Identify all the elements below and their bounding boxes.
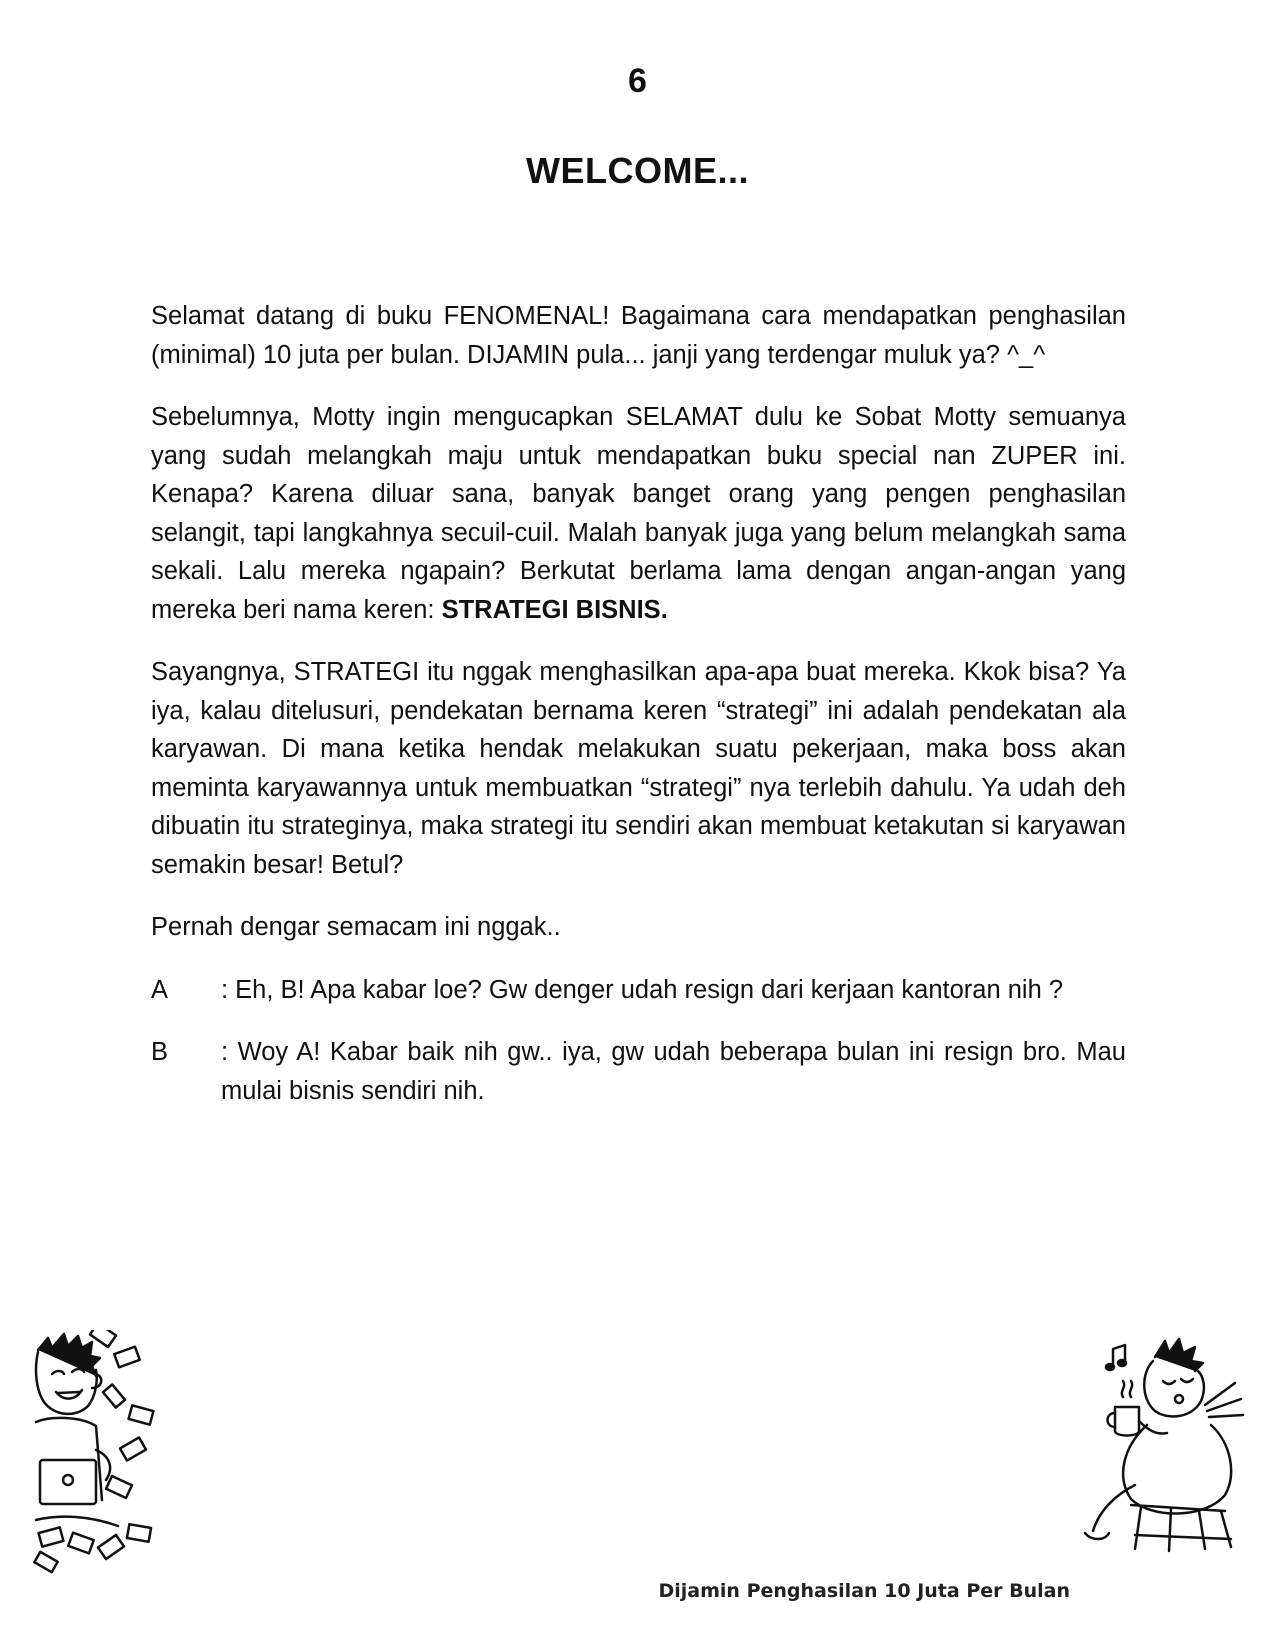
cartoon-relaxed-man-coffee-illustration (1075, 1335, 1245, 1560)
paragraph-strategy (151, 398, 1126, 629)
speaker-b: B (151, 1038, 169, 1066)
paragraph-question: Pernah dengar semacam ini nggak.. (151, 913, 561, 941)
dialogue-text-a: : Eh, B! Apa kabar loe? Gw denger udah resign dari kerjaan kantoran nih ? (221, 975, 1064, 1004)
paragraph-intro: Selamat datang di buku FENOMENAL! Bagaimana cara mendapatkan penghasilan (minimal) 10 juta per bulan. DIJAMIN pula... janji yang terdengar muluk ya? ^_^ (151, 302, 1126, 369)
book-title-footer: Dijamin Penghasilan 10 Juta Per Bulan (658, 1580, 1070, 1602)
body-text (151, 297, 1126, 1134)
page-number: 6 (628, 62, 647, 100)
chapter-title: WELCOME... (526, 150, 749, 191)
paragraph-karyawan: Sayangnya, STRATEGI itu nggak menghasilkan apa-apa buat mereka. Kkok bisa? Ya iya, kalau ditelusuri, pendekatan bernama keren “strategi” ini adalah pendekatan ala karyawan. Di mana ketika hendak melakukan suatu pekerjaan, maka boss akan meminta karyawannya untuk membuatkan “strategi” nya terlebih dahulu. Ya udah deh dibuatin itu strateginya, maka strategi itu sendiri akan membuat ketakutan si karyawan semakin besar! Betul? (151, 658, 1126, 879)
paragraph-strategy-bold: STRATEGI BISNIS. (441, 595, 668, 624)
dialogue-line-a (151, 971, 1126, 1010)
dialogue-line-b (151, 1033, 1126, 1110)
cartoon-boy-laptop-illustration (30, 1330, 170, 1580)
dialogue-text-b: : Woy A! Kabar baik nih gw.. iya, gw udah beberapa bulan ini resign bro. Mau mulai bisnis sendiri nih. (221, 1038, 1126, 1105)
speaker-a: A (151, 975, 169, 1004)
paragraph-strategy-text: Sebelumnya, Motty ingin mengucapkan SELAMAT dulu ke Sobat Motty semuanya yang sudah melangkah maju untuk mendapatkan buku special nan ZUPER ini. Kenapa? Karena diluar sana, banyak banget orang yang pengen penghasilan selangit, tapi langkahnya secuil-cuil. Malah banyak juga yang belum melangkah sama sekali. Lalu mereka ngapain? Berkutat berlama lama dengan angan-angan yang mereka beri nama keren: (151, 403, 1126, 624)
